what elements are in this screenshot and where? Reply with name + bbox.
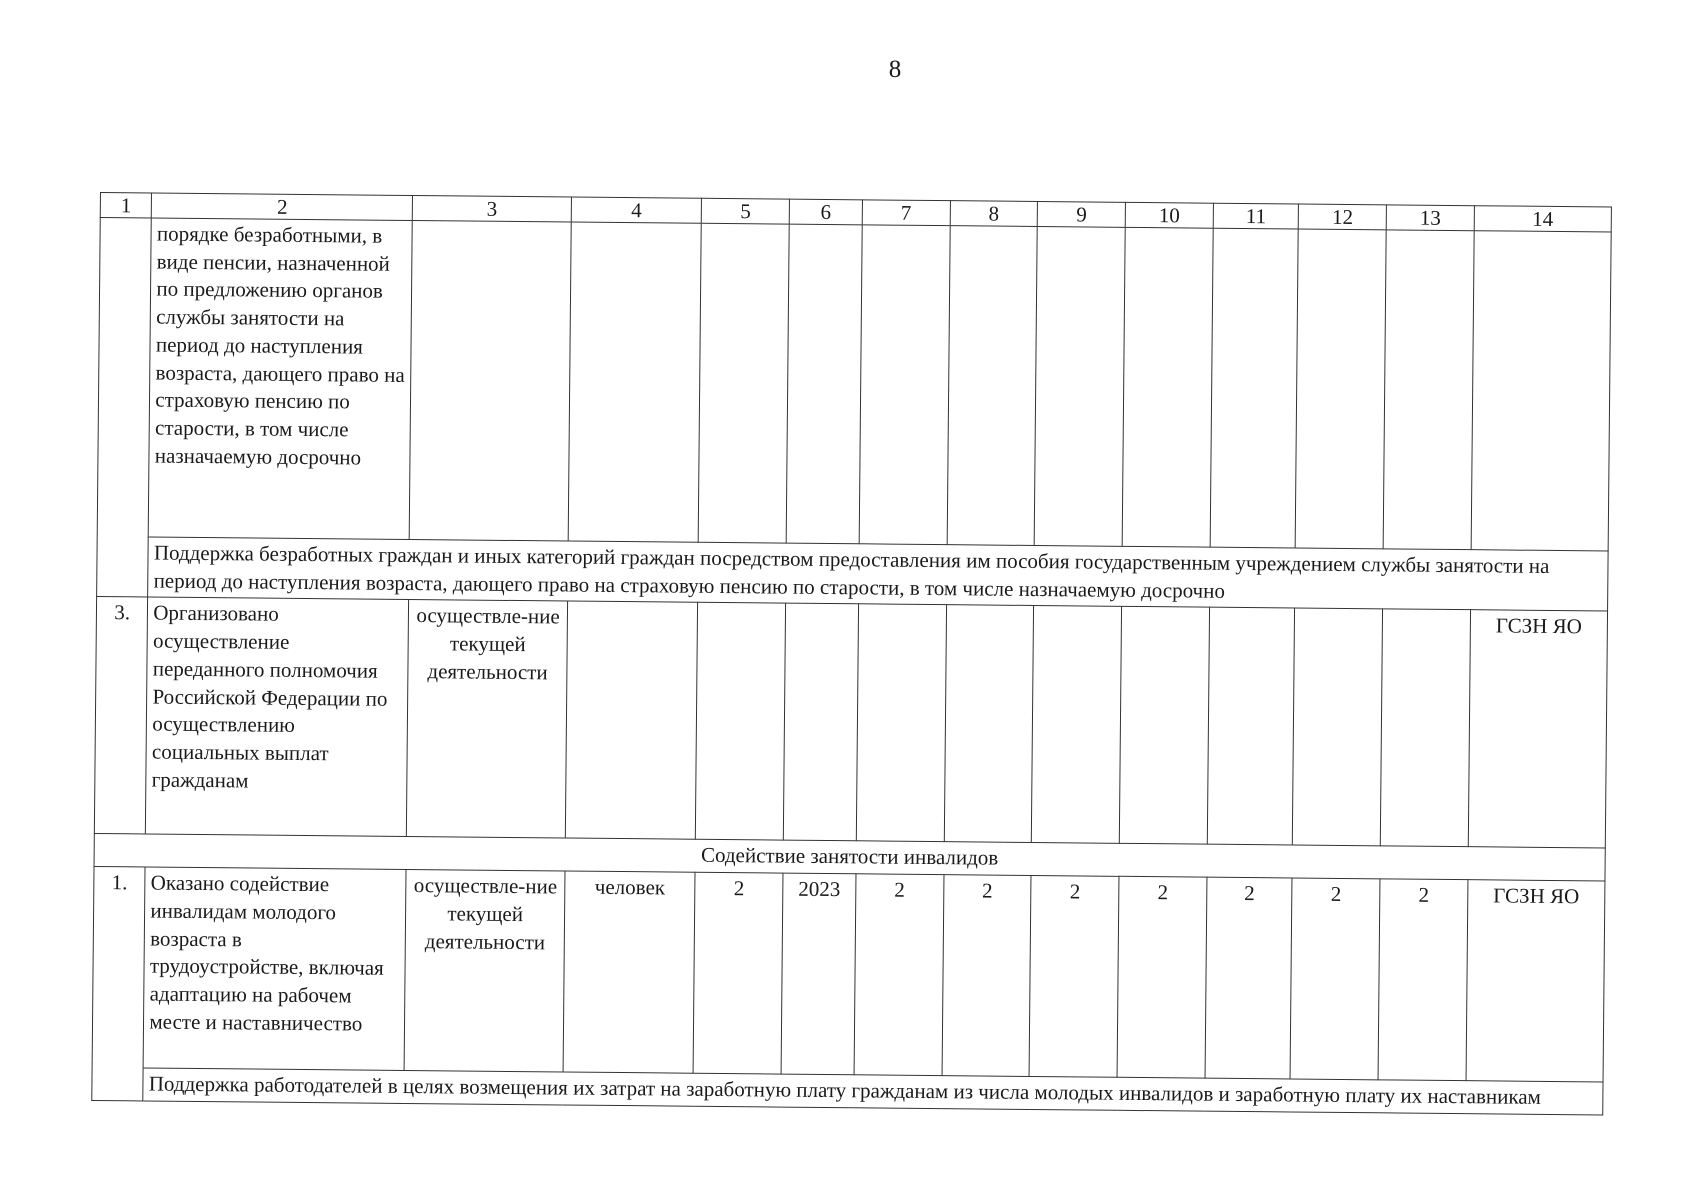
- cell-empty: [1210, 228, 1299, 548]
- cell-empty: [1293, 608, 1383, 846]
- cell-executor: ГСЗН ЯО: [1466, 880, 1605, 1082]
- cell-value-13: 2: [1378, 879, 1468, 1081]
- table-row-1: [92, 867, 1605, 1082]
- cell-empty: [1119, 607, 1209, 845]
- cell-empty: [783, 604, 858, 842]
- cell-value-11: 2: [1205, 877, 1293, 1079]
- header-col-3: 3: [413, 196, 572, 223]
- note-employer-support: Поддержка работодателей в целях возмещения их затрат на заработную плату гражданам из числа молодых инвалидов и заработную плату их наставникам: [143, 1068, 1603, 1115]
- cell-indicator-name: Оказано содействие инвалидам молодого возраста в трудоустройстве, включая адаптацию на рабочем месте и наставничество: [143, 867, 406, 1070]
- cell-empty: [1296, 229, 1387, 549]
- section-title: Содействие занятости инвалидов: [94, 834, 1605, 881]
- indicators-table: [91, 192, 1612, 1115]
- cell-empty: [859, 225, 950, 545]
- table-row-continued: [97, 218, 1611, 551]
- cell-row-number: 3.: [94, 597, 148, 834]
- cell-empty: [1207, 608, 1295, 846]
- header-col-6: 6: [789, 199, 862, 225]
- header-col-7: 7: [862, 200, 950, 226]
- cell-empty: [699, 223, 790, 543]
- cell-executor: ГСЗН ЯО: [1468, 610, 1607, 848]
- cell-empty: [944, 605, 1034, 843]
- cell-empty: [1034, 227, 1125, 547]
- cell-value-9: 2: [1029, 876, 1119, 1078]
- header-col-10: 10: [1125, 202, 1213, 228]
- cell-empty: [410, 221, 571, 542]
- header-col-5: 5: [702, 198, 790, 224]
- cell-continued-text: порядке безработными, в виде пенсии, назначенной по предложению органов службы занятости на период до наступления возраста, дающего право на страховую пенсию по старости, в том числе назначаемую досрочно: [149, 218, 413, 539]
- header-col-1: 1: [100, 193, 152, 218]
- cell-indicator-type: осуществле-ние текущей деятельности: [407, 600, 568, 839]
- cell-empty: [856, 604, 946, 842]
- header-col-13: 13: [1386, 205, 1474, 231]
- cell-empty: [1471, 231, 1611, 551]
- cell-empty: [1032, 606, 1122, 844]
- cell-indicator-type: осуществле-ние текущей деятельности: [405, 870, 565, 1073]
- cell-value-10: 2: [1117, 876, 1207, 1078]
- table-row-3: [94, 597, 1607, 848]
- header-col-2: 2: [152, 193, 413, 221]
- cell-empty: [1383, 230, 1474, 550]
- cell-base-value: 2: [693, 872, 783, 1074]
- cell-number-empty: [97, 218, 152, 598]
- cell-empty: [568, 222, 702, 542]
- cell-empty: [696, 603, 786, 841]
- header-col-12: 12: [1299, 204, 1387, 230]
- cell-empty: [786, 224, 862, 544]
- cell-value-8: 2: [942, 875, 1032, 1077]
- note-unemployed-support: Поддержка безработных граждан и иных категорий граждан посредством предоставления им пособия государственным учреждением службы занятости на период до наступления возраста, дающего право на страховую пенсию по старости, в том числе назначаемую досрочно: [148, 537, 1608, 611]
- header-col-14: 14: [1474, 206, 1611, 232]
- header-col-8: 8: [950, 201, 1038, 227]
- page-number: 8: [888, 56, 902, 83]
- cell-value-7: 2: [854, 874, 944, 1076]
- header-col-11: 11: [1213, 203, 1299, 229]
- cell-empty: [1380, 609, 1470, 847]
- cell-empty: [1122, 227, 1213, 547]
- header-col-4: 4: [571, 197, 702, 223]
- header-col-9: 9: [1038, 202, 1126, 228]
- cell-row-number: 1.: [92, 867, 146, 1101]
- cell-unit: человек: [563, 871, 695, 1073]
- cell-empty: [947, 226, 1038, 546]
- cell-base-year: 2023: [781, 873, 856, 1075]
- cell-value-12: 2: [1290, 878, 1380, 1080]
- cell-indicator-name: Организовано осуществление переданного полномочия Российской Федерации по осуществлению социальных выплат гражданам: [146, 597, 409, 836]
- cell-empty: [565, 601, 698, 839]
